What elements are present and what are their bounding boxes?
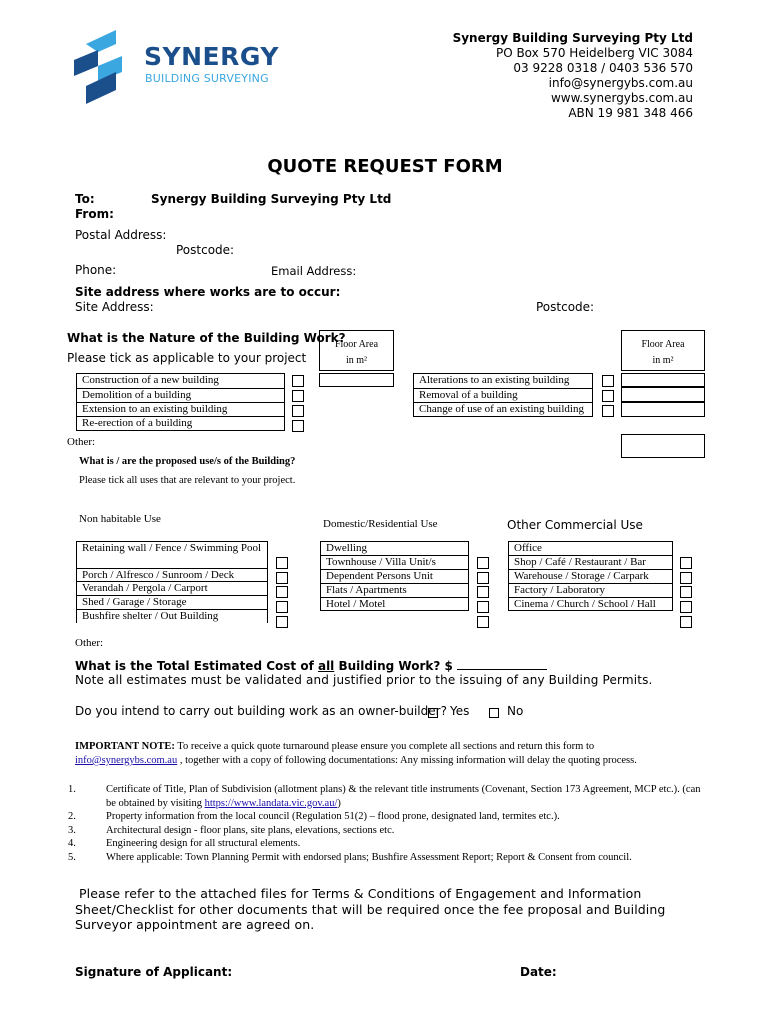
site-postcode-label[interactable]: Postcode: (536, 300, 595, 314)
floor-area-box-right[interactable] (621, 330, 705, 371)
list-text: Engineering design for all structural elements. (106, 838, 301, 849)
checkbox-shop[interactable] (680, 572, 692, 584)
to-label: To: (75, 192, 95, 206)
floor-area-box-left[interactable] (319, 330, 394, 371)
cost-prefix: What is the Total Estimated Cost of (75, 659, 318, 673)
checkbox-removal[interactable] (602, 390, 614, 402)
floor-area-input-new-building[interactable] (319, 373, 394, 387)
list-item: Porch / Alfresco / Sunroom / Deck (77, 569, 267, 582)
company-email: info@synergybs.com.au (548, 76, 693, 90)
checkbox-porch[interactable] (276, 572, 288, 584)
email-link[interactable]: info@synergybs.com.au (75, 755, 178, 766)
cost-emph: all (317, 659, 335, 673)
col2-heading: Domestic/Residential Use (323, 518, 438, 530)
uses-subheading: Please tick all uses that are relevant to your project. (79, 475, 296, 486)
list-number: 1. (68, 784, 76, 795)
logo-mark-icon (72, 30, 134, 106)
list-item (68, 824, 708, 838)
list-number: 2. (68, 811, 76, 822)
floor-area-input-other[interactable] (621, 434, 705, 458)
postal-address-label[interactable]: Postal Address: (75, 228, 167, 242)
col3-list (508, 541, 673, 611)
company-phones: 03 9228 0318 / 0403 536 570 (513, 61, 693, 75)
company-abn: ABN 19 981 348 466 (568, 106, 693, 120)
email-address-label[interactable]: Email Address: (271, 264, 357, 278)
landata-link[interactable]: https://www.landata.vic.gov.au/ (204, 797, 338, 809)
owner-builder-question: Do you intend to carry out building work as an owner-builder? (75, 704, 447, 718)
list-item: Alterations to an existing building (414, 374, 592, 389)
company-po-box: PO Box 570 Heidelberg VIC 3084 (495, 46, 693, 60)
checkbox-townhouse[interactable] (477, 572, 489, 584)
list-item: Flats / Apartments (321, 584, 468, 598)
to-value: Synergy Building Surveying Pty Ltd (151, 192, 392, 206)
checkbox-re-erection[interactable] (292, 420, 304, 432)
list-item: Dependent Persons Unit (321, 570, 468, 584)
uses-other-label: Other: (75, 637, 104, 649)
important-text-2: , together with a copy of following documentations: Any missing information will delay the quoting process. (177, 755, 637, 766)
site-address-label[interactable]: Site Address: (75, 300, 154, 314)
form-title: QUOTE REQUEST FORM (267, 156, 503, 177)
floor-area-input-alterations[interactable] (621, 373, 705, 387)
floor-area-label: Floor Area (334, 339, 379, 350)
cost-question (75, 657, 547, 673)
list-text: Where applicable: Town Planning Permit with endorsed plans; Bushfire Assessment Report; Report & Consent from council. (106, 851, 632, 863)
site-heading: Site address where works are to occur: (75, 285, 341, 299)
company-name: Synergy Building Surveying Pty Ltd (452, 31, 693, 45)
floor-area-unit: in m² (345, 355, 368, 366)
list-item: Shed / Garage / Storage (77, 596, 267, 610)
list-item: Bushfire shelter / Out Building (82, 610, 219, 622)
checkbox-factory[interactable] (680, 601, 692, 613)
col1-list (76, 541, 268, 623)
phone-label[interactable]: Phone: (75, 263, 117, 277)
date-label[interactable]: Date: (520, 965, 557, 979)
checkbox-new-building[interactable] (292, 375, 304, 387)
list-item: Dwelling (321, 542, 468, 556)
list-item: Cinema / Church / School / Hall (514, 598, 656, 610)
checkbox-flats[interactable] (477, 601, 489, 613)
list-item: Re-erection of a building (82, 417, 193, 429)
list-item: Construction of a new building (77, 374, 284, 389)
important-text-1: To receive a quick quote turnaround please ensure you complete all sections and return this form to (174, 741, 595, 752)
list-text: Architectural design - floor plans, site plans, elevations, sections etc. (106, 824, 395, 836)
nature-right-list (413, 373, 593, 417)
important-label: IMPORTANT NOTE: (75, 741, 175, 752)
col1-heading: Non habitable Use (79, 513, 161, 525)
checkbox-extension[interactable] (292, 405, 304, 417)
list-item: Change of use of an existing building (419, 403, 584, 415)
list-number: 3. (68, 824, 76, 836)
signature-label[interactable]: Signature of Applicant: (75, 965, 233, 979)
postcode-label[interactable]: Postcode: (176, 243, 235, 257)
list-text-after: ) (337, 797, 341, 809)
list-item: Office (509, 542, 672, 556)
company-logo (72, 30, 282, 106)
uses-heading: What is / are the proposed use/s of the Building? (79, 456, 296, 467)
checkbox-demolition[interactable] (292, 390, 304, 402)
checkbox-bushfire-shelter[interactable] (276, 616, 288, 628)
list-number: 5. (68, 851, 76, 863)
important-note (75, 740, 685, 768)
checkbox-verandah[interactable] (276, 586, 288, 598)
checkbox-change-of-use[interactable] (602, 405, 614, 417)
company-address-block (373, 31, 693, 121)
list-item: Demolition of a building (77, 389, 284, 403)
list-item (68, 851, 708, 865)
floor-area-input-removal[interactable] (621, 387, 705, 402)
checkbox-retaining-wall[interactable] (276, 557, 288, 569)
list-item (68, 810, 708, 824)
list-item: Shop / Café / Restaurant / Bar (509, 556, 672, 570)
nature-left-list (76, 373, 285, 431)
col2-list (320, 541, 469, 611)
required-documents-list (68, 783, 708, 864)
checkbox-office[interactable] (680, 557, 692, 569)
list-text: Certificate of Title, Plan of Subdivision (allotment plans) & the relevant title instruments (Covenant, Section 173 Agreement, MCP etc.). (can be obtained by visiting (106, 784, 701, 809)
list-item (68, 783, 708, 810)
list-item: Retaining wall / Fence / Swimming Pool (77, 542, 267, 569)
cost-suffix: Building Work? $ (334, 659, 458, 673)
checkbox-shed[interactable] (276, 601, 288, 613)
logo-name: SYNERGY (144, 42, 279, 71)
closing-paragraph: Please refer to the attached files for Terms & Conditions of Engagement and Information Sheet/Checklist for other documents that will be required once the fee proposal and Building Surveyor appointment are agreed on. (75, 886, 666, 932)
list-item (68, 837, 708, 851)
logo-tagline: BUILDING SURVEYING (145, 72, 269, 85)
list-text: Property information from the local council (Regulation 51(2) – flood prone, designated land, termites etc.). (106, 811, 560, 822)
nature-subheading: Please tick as applicable to your project (67, 351, 307, 365)
owner-builder-yes-checkbox[interactable] (428, 708, 438, 718)
list-item: Factory / Laboratory (509, 584, 672, 598)
checkbox-dependent-persons[interactable] (477, 586, 489, 598)
from-label: From: (75, 207, 114, 221)
floor-area-unit: in m² (652, 355, 674, 366)
owner-builder-yes: Yes (450, 704, 470, 718)
list-item: Extension to an existing building (77, 403, 284, 417)
checkbox-hotel[interactable] (477, 616, 489, 628)
list-item: Hotel / Motel (326, 598, 386, 610)
checkbox-alterations[interactable] (602, 375, 614, 387)
cost-input[interactable] (457, 657, 547, 670)
list-item: Verandah / Pergola / Carport (77, 582, 267, 596)
company-website: www.synergybs.com.au (550, 91, 693, 105)
list-item: Townhouse / Villa Unit/s (321, 556, 468, 570)
list-number: 4. (68, 838, 76, 849)
nature-other-label: Other: (67, 436, 96, 448)
col3-heading: Other Commercial Use (507, 518, 643, 532)
owner-builder-no-checkbox[interactable] (489, 708, 499, 718)
list-item: Removal of a building (414, 389, 592, 403)
checkbox-cinema[interactable] (680, 616, 692, 628)
floor-area-input-change-of-use[interactable] (621, 402, 705, 417)
checkbox-warehouse[interactable] (680, 586, 692, 598)
cost-note: Note all estimates must be validated and justified prior to the issuing of any Building Permits. (75, 673, 653, 687)
floor-area-label: Floor Area (641, 339, 685, 350)
owner-builder-no: No (507, 704, 524, 718)
nature-heading: What is the Nature of the Building Work? (67, 331, 346, 345)
checkbox-dwelling[interactable] (477, 557, 489, 569)
list-item: Warehouse / Storage / Carpark (509, 570, 672, 584)
